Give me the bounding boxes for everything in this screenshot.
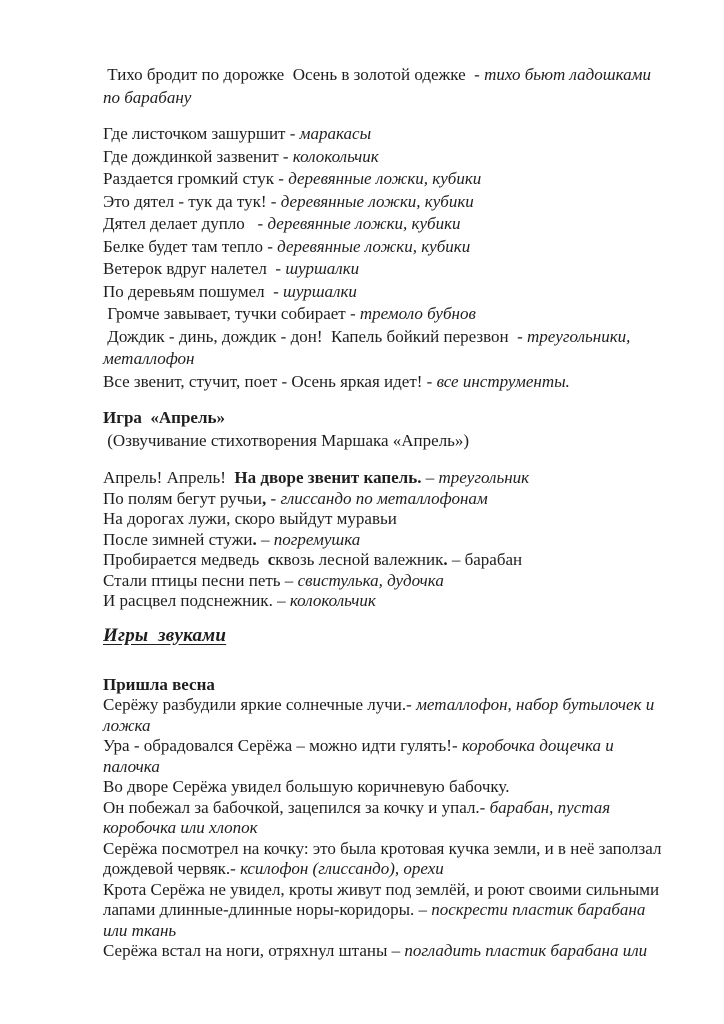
- text-segment: По деревьям пошумел -: [103, 281, 284, 301]
- text-segment: После зимней стужи: [103, 529, 253, 549]
- text-line: [103, 191, 704, 214]
- text-segment: И расцвел подснежник. –: [103, 591, 290, 610]
- text-segment: –: [421, 468, 439, 487]
- section-april-title: [103, 407, 704, 452]
- text-segment: По полям бегут ручьи: [103, 488, 263, 508]
- text-segment: лапами длинные-длинные норы-коридоры. –: [103, 900, 432, 919]
- text-line: [103, 675, 704, 696]
- text-segment: Серёжа посмотрел на кочку: это была кротовая кучка земли, и в неё заползал: [103, 838, 662, 858]
- text-segment: На дорогах лужи, скоро выйдут муравьи: [103, 509, 397, 528]
- text-segment: поскрести пластик барабана: [431, 900, 646, 919]
- text-segment: металлофон: [103, 349, 195, 368]
- text-line: [103, 550, 704, 571]
- text-segment: –: [256, 529, 274, 549]
- text-segment: маракасы: [299, 124, 372, 143]
- text-line: [103, 168, 704, 191]
- text-line: [103, 839, 704, 860]
- text-segment: Пришла весна: [103, 674, 215, 694]
- text-line: [103, 757, 704, 778]
- text-line: [103, 468, 704, 489]
- text-segment: Где листочком зашуршит -: [103, 124, 300, 143]
- text-segment: колокольчик: [289, 591, 376, 610]
- text-segment: Это дятел - тук да тук! -: [103, 191, 281, 211]
- text-line: [103, 798, 704, 819]
- text-segment: глиссандо по металлофонам: [280, 488, 488, 508]
- text-line: [103, 213, 704, 236]
- text-segment: деревянные ложки, кубики: [280, 191, 474, 211]
- text-segment: (Озвучивание стихотворения Маршака «Апрель»): [103, 430, 470, 450]
- text-segment: деревянные ложки, кубики: [288, 169, 482, 188]
- text-segment: -: [266, 488, 281, 508]
- text-segment: все инструменты.: [436, 371, 570, 391]
- text-segment: с: [267, 550, 276, 569]
- text-line: [103, 941, 704, 962]
- text-line: [103, 695, 704, 716]
- text-line: [103, 303, 704, 326]
- text-line: [103, 236, 704, 259]
- text-line: [103, 591, 704, 612]
- text-segment: коробочка дощечка и: [461, 736, 614, 755]
- text-segment: Дятел делает дупло -: [103, 214, 268, 233]
- text-segment: Серёжу разбудили яркие солнечные лучи.-: [103, 695, 417, 714]
- text-segment: или ткань: [103, 920, 177, 940]
- text-line: [103, 900, 704, 921]
- text-segment: Тихо бродит по дорожке Осень в золотой одежке -: [103, 65, 485, 84]
- text-segment: Раздается громкий стук -: [103, 169, 289, 188]
- text-line: [103, 489, 704, 510]
- text-segment: по барабану: [103, 87, 192, 107]
- text-segment: шуршалки: [285, 259, 360, 278]
- text-line: [103, 921, 704, 942]
- text-line: [103, 623, 704, 649]
- text-segment: Все звенит, стучит, поет - Осень яркая идет! -: [103, 371, 437, 391]
- text-segment: ксилофон (глиссандо), орехи: [240, 859, 444, 878]
- text-line: [103, 736, 704, 757]
- text-segment: деревянные ложки, кубики: [277, 236, 471, 256]
- text-segment: На дворе звенит капель.: [234, 468, 422, 487]
- text-segment: барабан, пустая: [489, 797, 611, 817]
- text-segment: коробочка или хлопок: [103, 818, 258, 837]
- text-segment: тремоло бубнов: [359, 304, 476, 323]
- text-segment: Серёжа встал на ноги, отряхнул штаны –: [103, 941, 405, 960]
- text-segment: шуршалки: [283, 281, 357, 301]
- text-segment: Игры звуками: [103, 624, 227, 646]
- section-games-heading: [103, 623, 704, 649]
- section-story: [103, 675, 704, 962]
- text-line: [103, 146, 704, 169]
- text-line: [103, 571, 704, 592]
- text-segment: тихо бьют ладошками: [484, 65, 651, 84]
- text-line: [103, 258, 704, 281]
- text-segment: металлофон, набор бутылочек и: [416, 695, 655, 714]
- text-segment: треугольник: [438, 468, 530, 487]
- text-segment: Он побежал за бабочкой, зацепился за кочку и упал.-: [103, 797, 490, 817]
- text-line: [103, 64, 704, 87]
- text-segment: Белке будет там тепло -: [103, 236, 278, 256]
- text-line: [103, 777, 704, 798]
- text-segment: погремушка: [273, 529, 361, 549]
- text-segment: Ветерок вдруг налетел -: [103, 259, 286, 278]
- text-segment: Стали птицы песни петь –: [103, 570, 298, 590]
- text-segment: Игра «Апрель»: [103, 408, 225, 427]
- text-line: [103, 326, 704, 349]
- text-line: [103, 371, 704, 394]
- text-line: [103, 348, 704, 371]
- text-segment: квозь лесной валежник: [275, 550, 444, 569]
- section-osen-poem: [103, 123, 704, 393]
- text-segment: Крота Серёжа не увидел, кроты живут под землёй, и роют своими сильными: [103, 879, 660, 899]
- text-line: [103, 716, 704, 737]
- text-segment: треугольники,: [527, 326, 631, 346]
- text-segment: Где дождинкой зазвенит -: [103, 146, 293, 166]
- text-line: [103, 430, 704, 453]
- text-segment: колокольчик: [292, 146, 379, 166]
- text-line: [103, 818, 704, 839]
- text-segment: .: [252, 529, 257, 549]
- text-segment: Громче завывает, тучки собирает -: [103, 304, 360, 323]
- text-segment: свистулька, дудочка: [297, 570, 444, 590]
- text-segment: деревянные ложки, кубики: [267, 214, 461, 233]
- text-line: [103, 530, 704, 551]
- text-segment: .: [443, 550, 448, 569]
- text-segment: Апрель! Апрель!: [103, 468, 235, 487]
- text-line: [103, 509, 704, 530]
- text-segment: Ура - обрадовался Серёжа – можно идти гулять!-: [103, 736, 462, 755]
- text-segment: Дождик - динь, дождик - дон! Капель бойкий перезвон -: [103, 326, 528, 346]
- text-segment: дождевой червяк.-: [103, 859, 241, 878]
- text-segment: ложка: [103, 715, 151, 735]
- text-line: [103, 123, 704, 146]
- text-segment: – барабан: [447, 550, 523, 569]
- section-april-poem: [103, 468, 704, 612]
- text-segment: Во дворе Серёжа увидел большую коричневую бабочку.: [103, 777, 510, 796]
- text-line: [103, 281, 704, 304]
- text-line: [103, 87, 704, 110]
- text-line: [103, 407, 704, 430]
- text-segment: ,: [262, 488, 267, 508]
- text-segment: Пробирается медведь: [103, 550, 268, 569]
- text-line: [103, 859, 704, 880]
- text-segment: палочка: [103, 756, 160, 776]
- text-segment: погладить пластик барабана или: [404, 941, 648, 960]
- text-line: [103, 880, 704, 901]
- section-osen-intro: [103, 64, 704, 109]
